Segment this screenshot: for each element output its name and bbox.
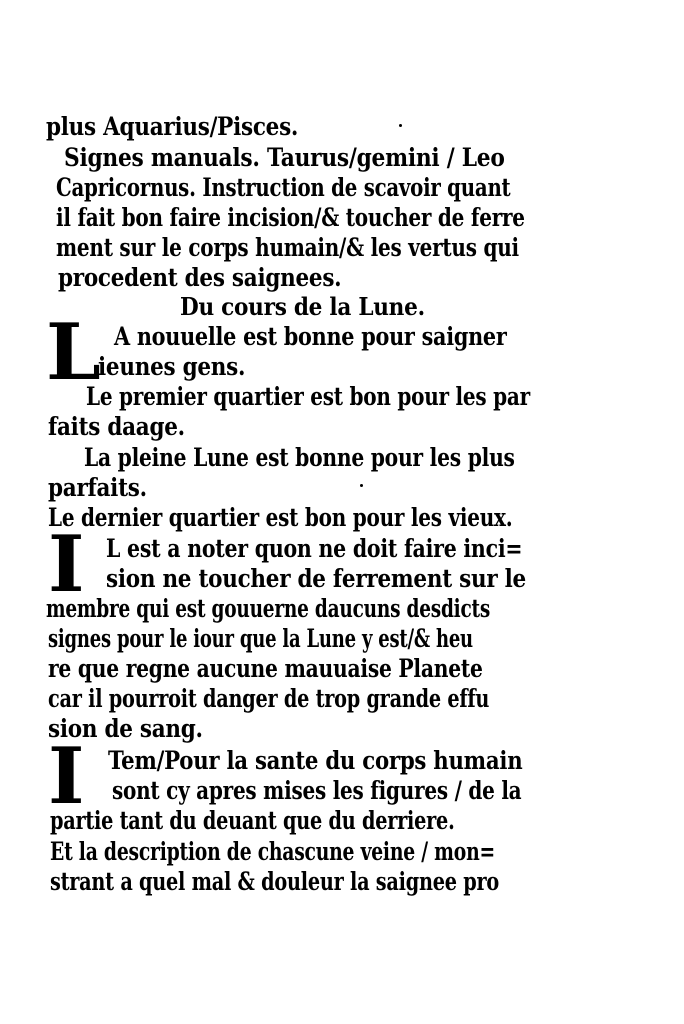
- text-line: ieunes gens.: [98, 352, 246, 381]
- text-line: Et la description de chascune veine / mon=: [50, 837, 495, 866]
- drop-cap-l: L: [46, 307, 101, 398]
- text-line: signes pour le iour que la Lune y est/& heu: [48, 624, 473, 653]
- text-line: membre qui est gouuerne daucuns desdicts: [46, 594, 491, 623]
- text-line: strant a quel mal & douleur la saignee pro: [50, 867, 499, 896]
- text-line: Capricornus. Instruction de scavoir quant: [56, 173, 511, 202]
- text-line: re que regne aucune mauuaise Planete: [48, 654, 483, 683]
- text-line: car il pourroit danger de trop grande effu: [48, 684, 490, 713]
- text-line: faits daage.: [48, 412, 185, 441]
- text-line: sont cy apres mises les figures / de la: [112, 776, 522, 805]
- text-line: La pleine Lune est bonne pour les plus: [84, 443, 515, 472]
- text-line: A nouuelle est bonne pour saigner: [114, 322, 507, 351]
- text-line: sion ne toucher de ferrement sur le: [106, 564, 526, 593]
- drop-cap-i: I: [48, 519, 85, 610]
- drop-cap-i-2: I: [48, 731, 85, 822]
- text-line: ment sur le corps humain/& les vertus qui: [56, 233, 519, 262]
- text-line: partie tant du deuant que du derriere.: [50, 806, 455, 835]
- text-line: sion de sang.: [48, 714, 203, 743]
- text-line: procedent des saignees.: [58, 263, 342, 292]
- text-line: parfaits.: [48, 473, 147, 502]
- text-line: Signes manuals. Taurus/gemini / Leo: [64, 143, 505, 172]
- text-line: il fait bon faire incision/& toucher de ferre: [56, 203, 525, 232]
- text-line: Tem/Pour la sante du corps humain: [108, 746, 523, 775]
- ink-speck: [360, 484, 363, 487]
- text-line: Le premier quartier est bon pour les par: [86, 382, 530, 411]
- text-line: plus Aquarius/Pisces.: [46, 112, 299, 141]
- section-heading: Du cours de la Lune.: [180, 292, 425, 321]
- text-line: L est a noter quon ne doit faire inci=: [106, 534, 523, 563]
- ink-speck: [399, 124, 402, 127]
- text-line: Le dernier quartier est bon pour les vieux.: [48, 503, 513, 532]
